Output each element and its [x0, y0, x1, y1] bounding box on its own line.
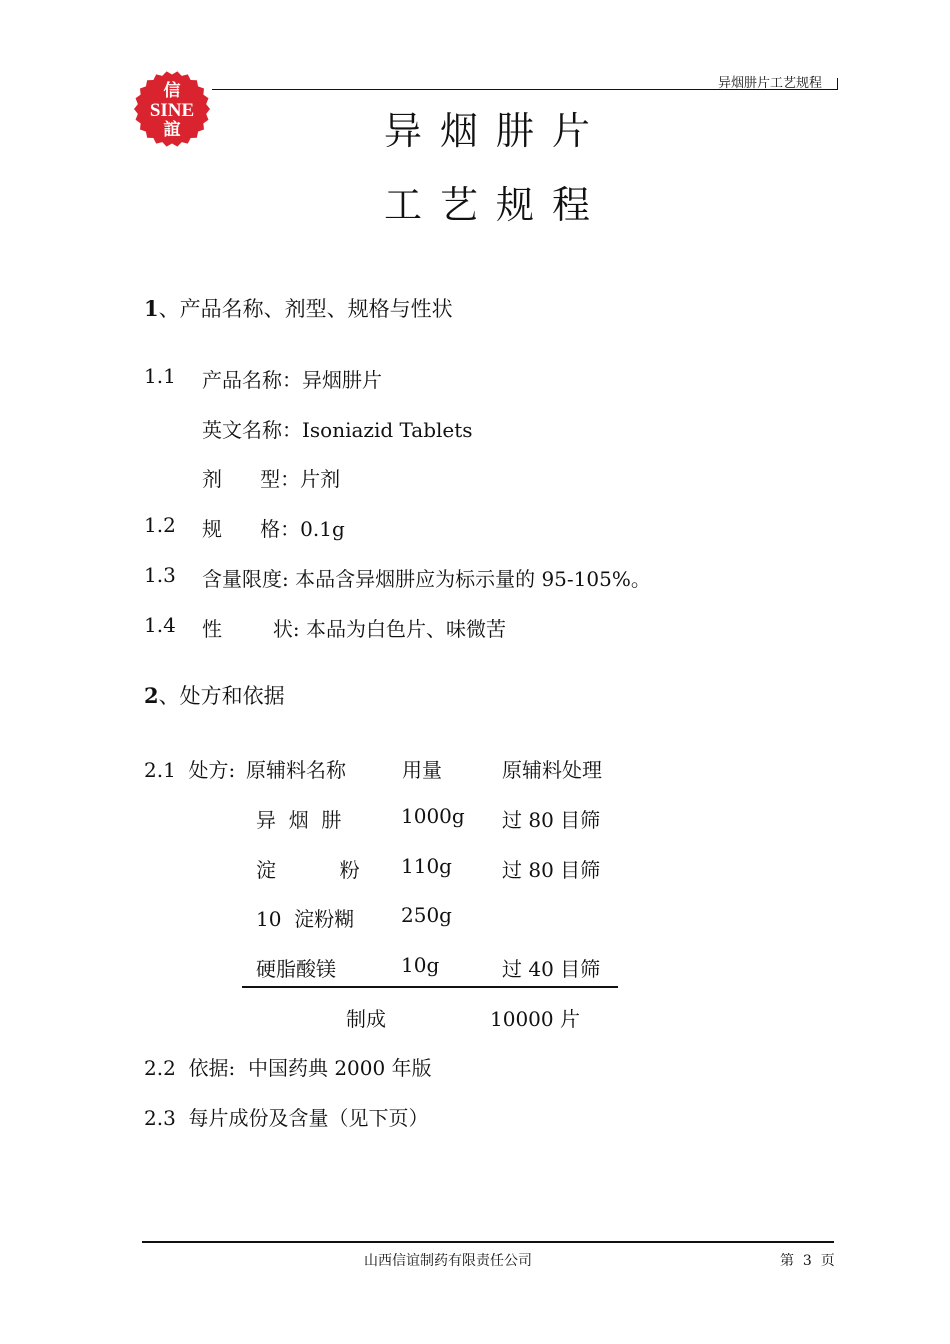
section-2-number: 2	[144, 683, 159, 708]
header-rule-tick	[837, 78, 838, 90]
table-cell-material: 异 烟 肼	[256, 808, 342, 832]
properties-value: 本品为白色片、味微苦	[305, 617, 506, 641]
item-1-3-text: 含量限度: 本品含异烟肼应为标示量的 95-105%。	[202, 567, 651, 591]
footer-page-number: 第 3 页	[780, 1253, 835, 1269]
properties-label: 性 状:	[202, 617, 306, 641]
dosage-form-label: 剂 型：	[202, 467, 301, 491]
section-1-heading	[144, 293, 453, 323]
sine-seal-icon	[132, 70, 212, 148]
item-dosage-form	[202, 463, 340, 492]
formula-total-value: 10000 片	[490, 1007, 580, 1031]
table-cell-treatment: 过 80 目筛	[502, 858, 601, 882]
company-logo	[132, 70, 212, 148]
table-header-amount: 用量	[402, 758, 442, 782]
table-header-material: 原辅料名称	[246, 758, 346, 782]
item-1-2-spec	[202, 513, 345, 542]
item-1-1-num: 1.1	[144, 364, 176, 388]
section-1-title: 、产品名称、剂型、规格与性状	[158, 297, 453, 321]
formula-total-rule	[242, 986, 618, 988]
item-1-4-properties	[202, 613, 506, 642]
spec-value: 0.1g	[300, 517, 345, 541]
spec-label: 规 格：	[202, 517, 301, 541]
logo-top-char: 信	[163, 81, 181, 101]
doc-title-line1: 异烟肼片	[384, 109, 609, 153]
section-2-title: 、处方和依据	[158, 684, 285, 708]
table-cell-amount: 10g	[401, 953, 440, 977]
per-tablet-line: 2.3 每片成份及含量（见下页）	[144, 1106, 429, 1130]
footer-rule	[142, 1241, 834, 1243]
logo-bottom-char: 誼	[163, 120, 181, 140]
table-cell-material: 10 淀粉糊	[256, 907, 355, 931]
doc-title-line2: 工艺规程	[384, 183, 609, 227]
table-cell-amount: 1000g	[401, 804, 465, 828]
table-cell-treatment: 过 80 目筛	[502, 808, 601, 832]
section-2-heading	[144, 680, 285, 710]
table-header-treatment: 原辅料处理	[502, 758, 602, 782]
running-title: 异烟肼片工艺规程	[718, 76, 823, 91]
formula-total-label: 制成	[346, 1007, 386, 1031]
footer-company: 山西信谊制药有限责任公司	[364, 1253, 532, 1269]
formula-label: 2.1 处方:	[144, 758, 236, 782]
table-cell-material: 硬脂酸镁	[256, 957, 336, 981]
item-1-2-num: 1.2	[144, 513, 176, 537]
logo-brand: SINE	[149, 100, 195, 121]
dosage-form-value: 片剂	[300, 467, 341, 491]
table-cell-amount: 250g	[401, 903, 452, 927]
table-cell-amount: 110g	[401, 854, 452, 878]
item-1-1-text: 产品名称：异烟肼片	[202, 368, 382, 392]
section-1-number: 1	[144, 296, 159, 321]
item-1-3-num: 1.3	[144, 563, 176, 587]
table-cell-material: 淀 粉	[256, 858, 360, 882]
basis-line: 2.2 依据: 中国药典 2000 年版	[144, 1056, 432, 1080]
table-cell-treatment: 过 40 目筛	[502, 957, 601, 981]
item-1-4-num: 1.4	[144, 613, 176, 637]
item-english-name: 英文名称：Isoniazid Tablets	[202, 418, 473, 442]
